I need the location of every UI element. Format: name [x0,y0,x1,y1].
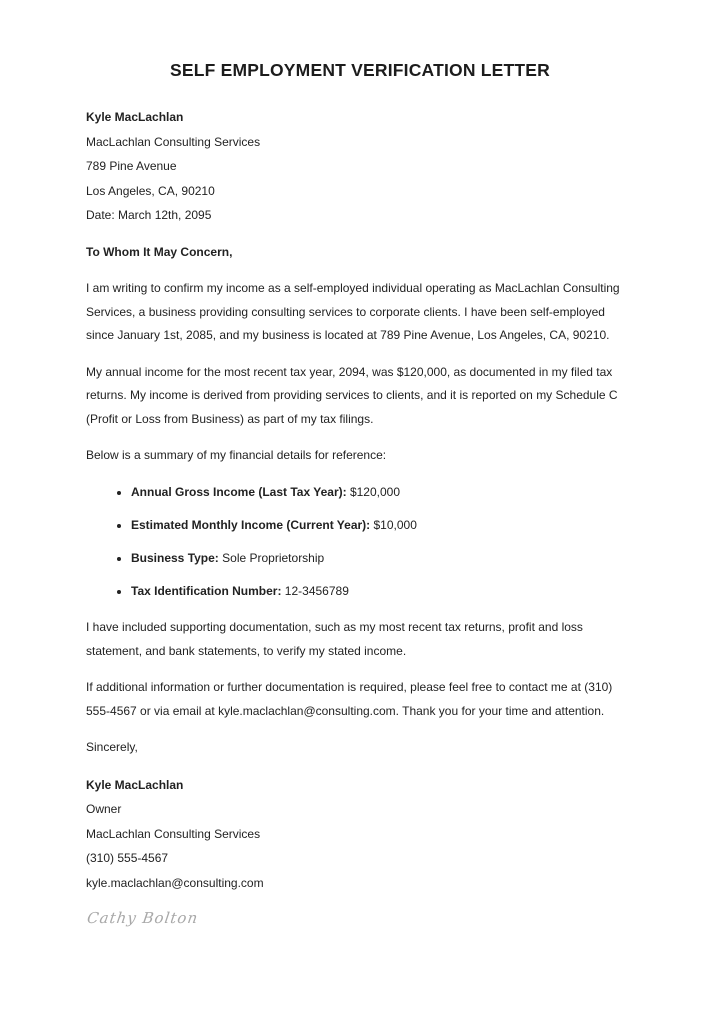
list-item-annual-gross-income [131,481,634,505]
salutation: To Whom It May Concern, [86,244,233,259]
sender-address-city: Los Angeles, CA, 90210 [86,183,215,198]
closing-job-title: Owner [86,802,122,816]
sender-name: Kyle MacLachlan [86,110,184,124]
paragraph-introduction: I am writing to confirm my income as a self-employed individual operating as MacLachlan Consulting Services, a business providing consulting services to corporate clients. I have been self-employed since January 1st, 2085, and my business is located at 789 Pine Avenue, Los Angeles, CA, 90210. [86,281,620,342]
closing-company: MacLachlan Consulting Services [86,826,261,841]
list-item-estimated-monthly-income [131,514,634,538]
bullet-value: $10,000 [370,517,417,532]
paragraph-summary-lead: Below is a summary of my financial details for reference: [86,448,387,462]
bullet-value: Sole Proprietorship [218,550,325,565]
closing-phone: (310) 555-4567 [86,851,169,865]
closing-name: Kyle MacLachlan [86,777,184,792]
bullet-value: $120,000 [346,484,401,499]
letter-date: Date: March 12th, 2095 [86,208,212,222]
bullet-value: 12-3456789 [281,583,349,598]
financial-details-list [86,481,634,604]
bullet-label: Estimated Monthly Income (Current Year): [131,517,371,532]
sender-company: MacLachlan Consulting Services [86,134,261,149]
closing-email: kyle.maclachlan@consulting.com [86,875,264,890]
sender-address-street: 789 Pine Avenue [86,159,177,173]
closing-valediction: Sincerely, [86,740,138,754]
list-item-business-type [131,547,634,571]
handwritten-signature: Cathy Bolton [86,909,200,927]
paragraph-documentation: I have included supporting documentation, such as my most recent tax returns, profit and loss statement, and bank statements, to verify my stated income. [86,620,583,658]
bullet-label: Business Type: [131,550,219,565]
list-item-tax-identification-number [131,580,634,604]
sender-block [86,105,634,228]
paragraph-contact: If additional information or further documentation is required, please feel free to contact me at (310) 555-4567 or via email at kyle.maclachlan@consulting.com. Thank you for your time and attention. [86,680,613,718]
bullet-label: Tax Identification Number: [131,583,282,598]
closing-block [86,773,634,896]
bullet-label: Annual Gross Income (Last Tax Year): [131,484,347,499]
paragraph-income: My annual income for the most recent tax year, 2094, was $120,000, as documented in my filed tax returns. My income is derived from providing services to clients, and it is reported on my Schedule C (Profit or Loss from Business) as part of my tax filings. [86,364,618,426]
letter-title: SELF EMPLOYMENT VERIFICATION LETTER [169,60,550,80]
